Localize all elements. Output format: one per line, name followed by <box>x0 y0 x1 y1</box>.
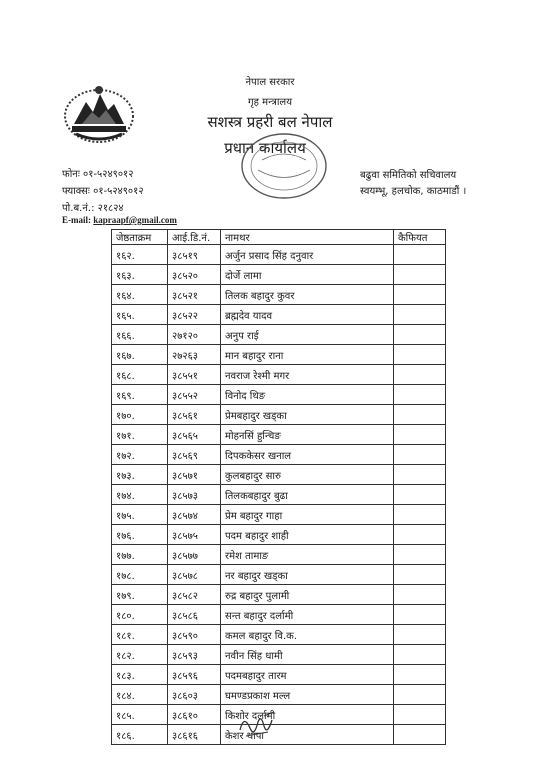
cell-seniority: १६३. <box>112 265 168 285</box>
cell-seniority: १७८. <box>112 565 168 585</box>
header-name: नामथर <box>221 230 394 245</box>
header-seniority: जेष्ठताक्रम <box>112 230 168 245</box>
office-title: प्रधान कार्यालय <box>224 139 306 157</box>
cell-seniority: १७५. <box>112 505 168 525</box>
cell-remarks <box>394 405 446 425</box>
cell-remarks <box>394 525 446 545</box>
cell-remarks <box>394 325 446 345</box>
table-row <box>112 605 446 625</box>
cell-name: रमेश तामाङ <box>221 545 394 565</box>
table-row <box>112 545 446 565</box>
cell-remarks <box>394 385 446 405</box>
cell-id: ३८६१० <box>168 705 221 725</box>
cell-name: रुद्र बहादुर पुलामी <box>221 585 394 605</box>
cell-name: केशर थापा <box>221 725 394 745</box>
cell-remarks <box>394 725 446 745</box>
cell-id: ३८५७४ <box>168 505 221 525</box>
cell-seniority: १७०. <box>112 405 168 425</box>
cell-remarks <box>394 685 446 705</box>
cell-seniority: १७४. <box>112 485 168 505</box>
government-title: नेपाल सरकार <box>245 77 295 88</box>
header-id: आई.डि.नं. <box>168 230 221 245</box>
cell-remarks <box>394 505 446 525</box>
cell-name: दोर्जे लामा <box>221 265 394 285</box>
cell-seniority: १७७. <box>112 545 168 565</box>
cell-id: ३८६१६ <box>168 725 221 745</box>
cell-id: ३८५८२ <box>168 585 221 605</box>
cell-name: तिलकबहादुर बुढा <box>221 485 394 505</box>
table-row <box>112 365 446 385</box>
table-row <box>112 445 446 465</box>
cell-seniority: १६६. <box>112 325 168 345</box>
cell-remarks <box>394 605 446 625</box>
cell-name: किशोर दर्लामी <box>221 705 394 725</box>
table-row <box>112 245 446 265</box>
cell-remarks <box>394 245 446 265</box>
table-row <box>112 565 446 585</box>
cell-remarks <box>394 285 446 305</box>
cell-id: ३८५५१ <box>168 365 221 385</box>
cell-id: ३८५७३ <box>168 485 221 505</box>
cell-name: सन्त बहादुर दर्लामी <box>221 605 394 625</box>
cell-id: २७१२० <box>168 325 221 345</box>
table-row <box>112 465 446 485</box>
cell-seniority: १६२. <box>112 245 168 265</box>
table-row <box>112 645 446 665</box>
header-remarks: कैफियत <box>394 230 446 245</box>
cell-name: मोहनसिं हुन्चिङ <box>221 425 394 445</box>
cell-remarks <box>394 485 446 505</box>
signature-icon <box>234 708 282 744</box>
cell-name: पदम बहादुर शाही <box>221 525 394 545</box>
cell-name: अनुप राई <box>221 325 394 345</box>
fax-number: फ्याक्सः ०१-५२४९०१२ <box>62 186 144 197</box>
table-row <box>112 585 446 605</box>
cell-id: ३८५९० <box>168 625 221 645</box>
cell-remarks <box>394 265 446 285</box>
cell-name: तिलक बहादुर कुवर <box>221 285 394 305</box>
cell-seniority: १६७. <box>112 345 168 365</box>
cell-name: नर बहादुर खड्का <box>221 565 394 585</box>
email-link[interactable]: kapraapf@gmail.com <box>93 215 177 225</box>
force-title: सशस्त्र प्रहरी बल नेपाल <box>207 113 333 131</box>
cell-seniority: १८५. <box>112 705 168 725</box>
cell-id: ३८५१९ <box>168 245 221 265</box>
cell-name: कुलबहादुर सारु <box>221 465 394 485</box>
cell-seniority: १८४. <box>112 685 168 705</box>
cell-name: अर्जुन प्रसाद सिंह दनुवार <box>221 245 394 265</box>
cell-remarks <box>394 625 446 645</box>
cell-name: घमण्डप्रकाश मल्ल <box>221 685 394 705</box>
table-row <box>112 525 446 545</box>
cell-remarks <box>394 585 446 605</box>
cell-name: कमल बहादुर वि.क. <box>221 625 394 645</box>
cell-seniority: १७२. <box>112 445 168 465</box>
po-box: पो.ब.नं.: २१८२४ <box>62 203 124 214</box>
office-stamp-icon <box>238 130 330 202</box>
cell-id: ३८५९६ <box>168 665 221 685</box>
cell-seniority: १७३. <box>112 465 168 485</box>
cell-remarks <box>394 565 446 585</box>
cell-remarks <box>394 425 446 445</box>
cell-remarks <box>394 665 446 685</box>
cell-remarks <box>394 445 446 465</box>
table-row <box>112 385 446 405</box>
phone-number: फोनः ०१-५२४९०१२ <box>62 169 134 180</box>
office-address: स्वयम्भू, हलचोक, काठमाडौं । <box>360 186 467 197</box>
cell-name: प्रेम बहादुर गाहा <box>221 505 394 525</box>
cell-seniority: १६४. <box>112 285 168 305</box>
cell-seniority: १७१. <box>112 425 168 445</box>
cell-id: ३८५७८ <box>168 565 221 585</box>
cell-remarks <box>394 545 446 565</box>
cell-seniority: १७६. <box>112 525 168 545</box>
email-label: E-mail: <box>62 215 91 225</box>
table-row <box>112 265 446 285</box>
cell-seniority: १८३. <box>112 665 168 685</box>
cell-id: ३८५७७ <box>168 545 221 565</box>
cell-seniority: १६५. <box>112 305 168 325</box>
nepal-emblem-icon <box>62 82 136 148</box>
cell-seniority: १८६. <box>112 725 168 745</box>
table-row <box>112 425 446 445</box>
table-row <box>112 625 446 645</box>
table-row <box>112 665 446 685</box>
cell-seniority: १६८. <box>112 365 168 385</box>
cell-id: ३८५२२ <box>168 305 221 325</box>
cell-name: विनोद थिङ <box>221 385 394 405</box>
secretariat-name: बढुवा समितिको सचिवालय <box>360 170 457 181</box>
table-row <box>112 345 446 365</box>
cell-id: ३८५७५ <box>168 525 221 545</box>
cell-id: ३८५७१ <box>168 465 221 485</box>
cell-name: पदमबहादुर तारम <box>221 665 394 685</box>
table-row <box>112 505 446 525</box>
cell-seniority: १८०. <box>112 605 168 625</box>
table-row <box>112 285 446 305</box>
cell-seniority: १६९. <box>112 385 168 405</box>
cell-id: २७२६३ <box>168 345 221 365</box>
cell-seniority: १८१. <box>112 625 168 645</box>
email-line <box>62 215 177 225</box>
table-row <box>112 325 446 345</box>
cell-id: ३८५२१ <box>168 285 221 305</box>
cell-name: मान बहादुर राना <box>221 345 394 365</box>
cell-name: दिपककेसर खनाल <box>221 445 394 465</box>
cell-id: ३८५६९ <box>168 445 221 465</box>
cell-name: नवराज रेश्मी मगर <box>221 365 394 385</box>
cell-remarks <box>394 465 446 485</box>
cell-id: ३८५२० <box>168 265 221 285</box>
cell-id: ३८५५२ <box>168 385 221 405</box>
table-row <box>112 305 446 325</box>
cell-id: ३८६०३ <box>168 685 221 705</box>
cell-name: नवीन सिंह धामी <box>221 645 394 665</box>
cell-id: ३८५९३ <box>168 645 221 665</box>
cell-id: ३८५८६ <box>168 605 221 625</box>
table-header-row <box>112 230 446 245</box>
cell-id: ३८५६५ <box>168 425 221 445</box>
cell-name: ब्रह्मदेव यादव <box>221 305 394 325</box>
table-row <box>112 405 446 425</box>
cell-remarks <box>394 645 446 665</box>
cell-name: प्रेमबहादुर खड्का <box>221 405 394 425</box>
cell-remarks <box>394 705 446 725</box>
table-row <box>112 485 446 505</box>
ministry-title: गृह मन्त्रालय <box>247 97 293 108</box>
table-row <box>112 685 446 705</box>
cell-seniority: १७९. <box>112 585 168 605</box>
seniority-table <box>111 229 446 745</box>
cell-remarks <box>394 345 446 365</box>
cell-seniority: १८२. <box>112 645 168 665</box>
cell-id: ३८५६१ <box>168 405 221 425</box>
cell-remarks <box>394 305 446 325</box>
cell-remarks <box>394 365 446 385</box>
